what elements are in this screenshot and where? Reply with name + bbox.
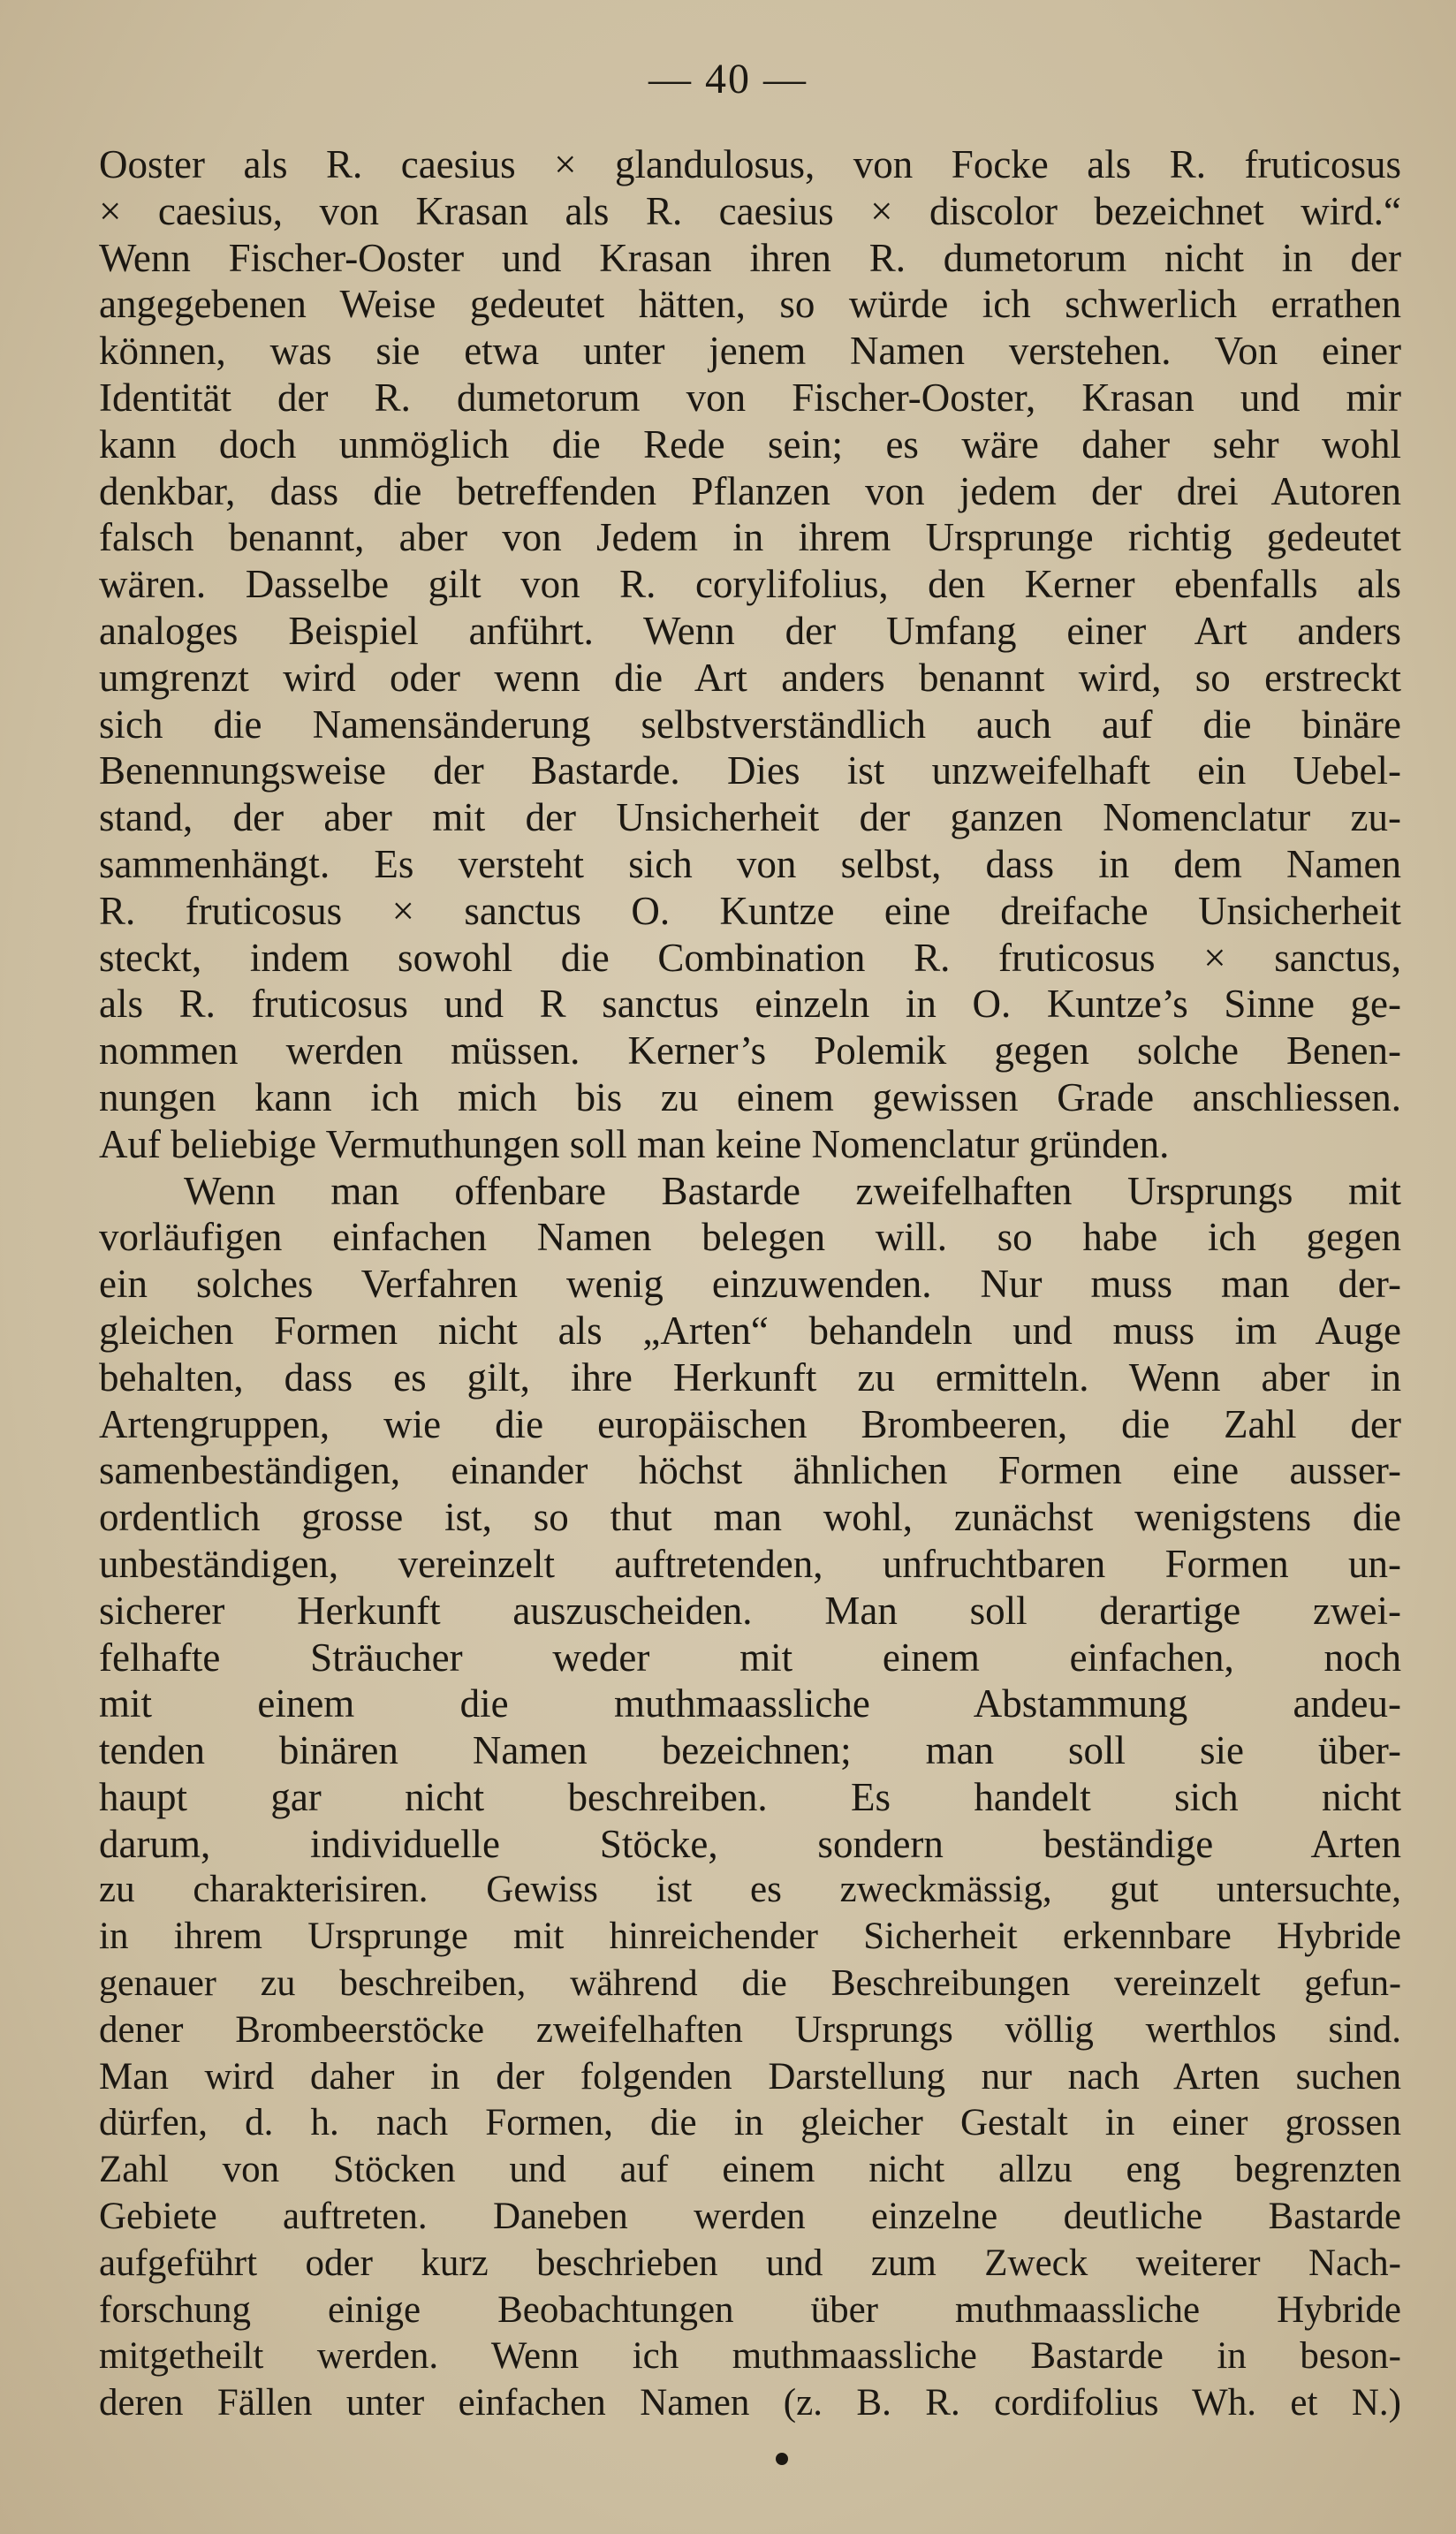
text-line: sicherer Herkunft auszuscheiden. Man soll derartige zwei- xyxy=(99,1588,1401,1633)
text-line: unbeständigen, vereinzelt auftretenden, unfruchtbaren Formen un- xyxy=(99,1541,1401,1586)
ink-dot xyxy=(776,2453,788,2465)
text-line: genauer zu beschreiben, während die Beschreibungen vereinzelt gefun- xyxy=(99,1963,1401,2005)
text-line: analoges Beispiel anführt. Wenn der Umfang einer Art anders xyxy=(99,608,1401,653)
text-line: deren Fällen unter einfachen Namen (z. B. R. cordifolius Wh. et N.) xyxy=(99,2382,1401,2424)
text-line: × caesius, von Krasan als R. caesius × discolor bezeichnet wird.“ xyxy=(99,188,1401,233)
text-line: behalten, dass es gilt, ihre Herkunft zu ermitteln. Wenn aber in xyxy=(99,1354,1401,1400)
page-number: — 40 — xyxy=(648,56,808,102)
text-line: Artengruppen, wie die europäischen Brombeeren, die Zahl der xyxy=(99,1401,1401,1446)
text-line: sich die Namensänderung selbstverständlich auch auf die binäre xyxy=(99,702,1401,747)
text-line: mitgetheilt werden. Wenn ich muthmaassliche Bastarde in beson- xyxy=(99,2335,1401,2378)
text-line: aufgeführt oder kurz beschrieben und zum Zweck weiterer Nach- xyxy=(99,2242,1401,2284)
text-line: samenbeständigen, einander höchst ähnlichen Formen eine ausser- xyxy=(99,1448,1401,1493)
text-line: haupt gar nicht beschreiben. Es handelt sich nicht xyxy=(99,1774,1401,1819)
text-line: falsch benannt, aber von Jedem in ihrem Ursprunge richtig gedeutet xyxy=(99,515,1401,560)
text-line: steckt, indem sowohl die Combination R. fruticosus × sanctus, xyxy=(99,935,1401,980)
text-line: nungen kann ich mich bis zu einem gewissen Grade anschliessen. xyxy=(99,1074,1401,1119)
text-line: wären. Dasselbe gilt von R. corylifolius, den Kerner ebenfalls als xyxy=(99,562,1401,607)
text-line: dener Brombeerstöcke zweifelhaften Ursprungs völlig werthlos sind. xyxy=(99,2008,1401,2051)
text-line: als R. fruticosus und R sanctus einzeln in O. Kuntze’s Sinne ge- xyxy=(99,982,1401,1027)
text-line: sammenhängt. Es versteht sich von selbst, dass in dem Namen xyxy=(99,841,1401,886)
text-line: angegebenen Weise gedeutet hätten, so würde ich schwerlich errathen xyxy=(99,282,1401,327)
text-line: felhafte Sträucher weder mit einem einfachen, noch xyxy=(99,1635,1401,1680)
text-line: R. fruticosus × sanctus O. Kuntze eine dreifache Unsicherheit xyxy=(99,888,1401,933)
text-line: mit einem die muthmaassliche Abstammung andeu- xyxy=(99,1681,1401,1726)
text-line: darum, individuelle Stöcke, sondern beständige Arten xyxy=(99,1821,1401,1866)
text-line: forschung einige Beobachtungen über muthmaassliche Hybride xyxy=(99,2288,1401,2331)
text-line: Identität der R. dumetorum von Fischer-Ooster, Krasan und mir xyxy=(99,375,1401,420)
text-line: gleichen Formen nicht als „Arten“ behandeln und muss im Auge xyxy=(99,1308,1401,1353)
text-line: vorläufigen einfachen Namen belegen will. so habe ich gegen xyxy=(99,1215,1401,1260)
text-line: Auf beliebige Vermuthungen soll man keine Nomenclatur gründen. xyxy=(99,1121,1170,1166)
text-line: nommen werden müssen. Kerner’s Polemik gegen solche Benen- xyxy=(99,1028,1401,1074)
text-line: denkbar, dass die betreffenden Pflanzen von jedem der drei Autoren xyxy=(99,468,1401,513)
text-line: tenden binären Namen bezeichnen; man soll sie über- xyxy=(99,1728,1401,1773)
text-line: dürfen, d. h. nach Formen, die in gleicher Gestalt in einer grossen xyxy=(99,2102,1401,2144)
text-line: Man wird daher in der folgenden Darstellung nur nach Arten suchen xyxy=(99,2055,1401,2098)
text-line: können, was sie etwa unter jenem Namen verstehen. Von einer xyxy=(99,329,1401,374)
text-line: umgrenzt wird oder wenn die Art anders benannt wird, so erstreckt xyxy=(99,655,1401,700)
text-line: ein solches Verfahren wenig einzuwenden. Nur muss man der- xyxy=(99,1262,1401,1307)
text-line: in ihrem Ursprunge mit hinreichender Sicherheit erkennbare Hybride xyxy=(99,1916,1401,1958)
text-line: Benennungsweise der Bastarde. Dies ist unzweifelhaft ein Uebel- xyxy=(99,748,1401,793)
text-line: Wenn Fischer-Ooster und Krasan ihren R. dumetorum nicht in der xyxy=(99,235,1401,280)
text-line: Wenn man offenbare Bastarde zweifelhaften Ursprungs mit xyxy=(184,1168,1401,1213)
body-text xyxy=(99,141,1401,2427)
text-line: ordentlich grosse ist, so thut man wohl, zunächst wenigstens die xyxy=(99,1495,1401,1540)
text-line: zu charakterisiren. Gewiss ist es zweckmässig, gut untersuchte, xyxy=(99,1869,1401,1911)
text-line: Gebiete auftreten. Daneben werden einzelne deutliche Bastarde xyxy=(99,2196,1401,2238)
text-line: stand, der aber mit der Unsicherheit der ganzen Nomenclatur zu- xyxy=(99,795,1401,840)
text-line: Zahl von Stöcken und auf einem nicht allzu eng begrenzten xyxy=(99,2149,1401,2191)
text-line: Ooster als R. caesius × glandulosus, von Focke als R. fruticosus xyxy=(99,142,1401,186)
text-line: kann doch unmöglich die Rede sein; es wäre daher sehr wohl xyxy=(99,421,1401,467)
